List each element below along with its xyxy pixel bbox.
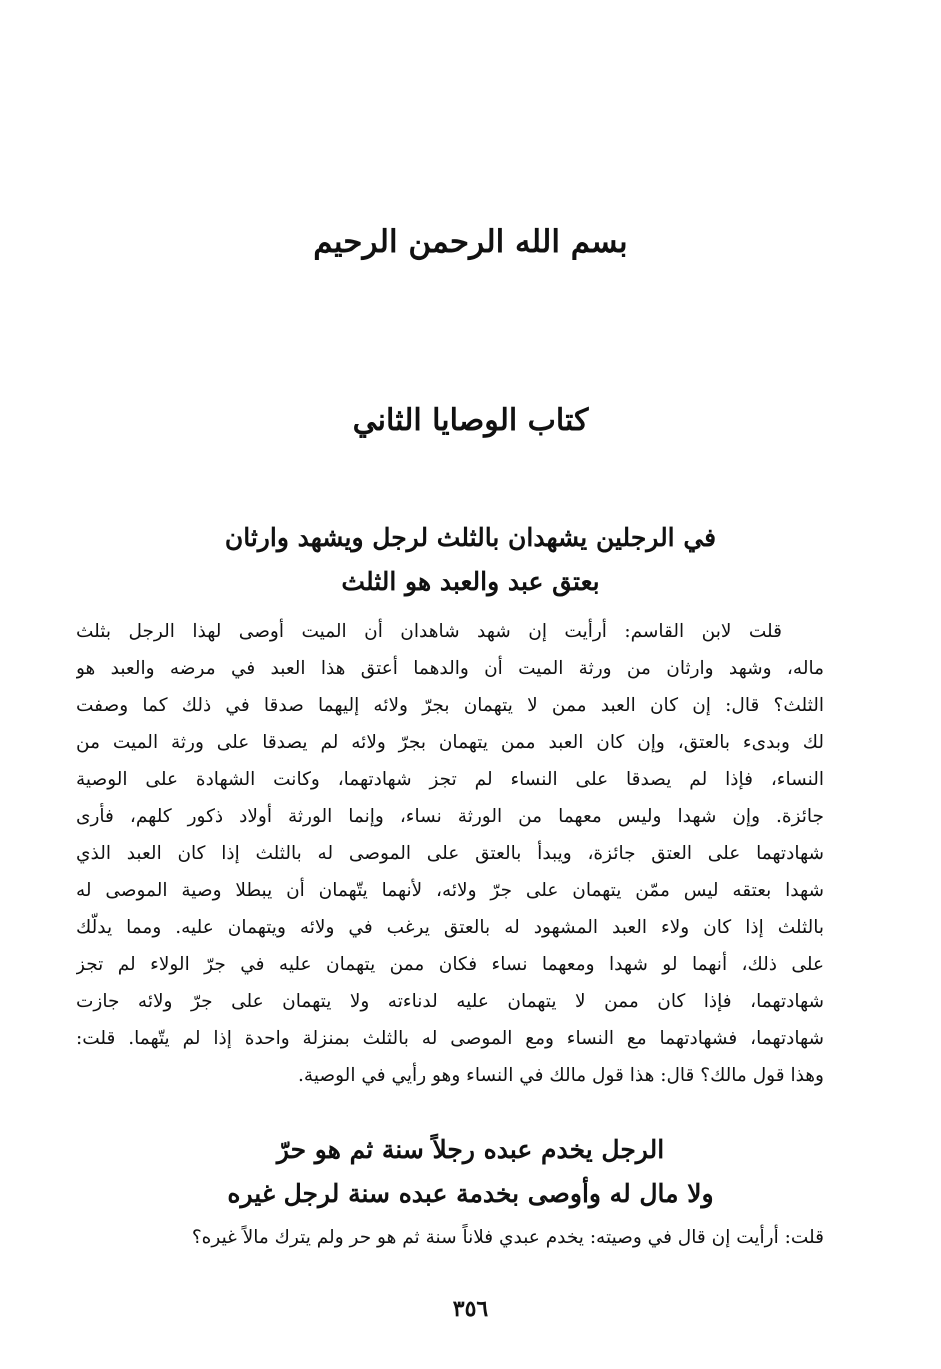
- section-heading-2-line-2: ولا مال له وأوصى بخدمة عبده سنة لرجل غيره: [227, 1179, 714, 1208]
- paragraph-line: على ذلك، أنهما لو شهدا ومعهما نساء فكان ممن يتهمان عليه في جرّ الولاء لم تجز: [76, 954, 824, 975]
- section-heading-2-line-1: الرجل يخدم عبده رجلاً سنة ثم هو حرّ: [276, 1135, 665, 1164]
- paragraph-line: الثلث؟ قال: إن كان العبد ممن لا يتهمان بجرّ ولائه إليهما صدقا في ذلك كما وصفت: [76, 695, 824, 716]
- section-heading-1-line-1: في الرجلين يشهدان بالثلث لرجل ويشهد وارثان: [224, 523, 717, 552]
- section-2-paragraph: قلت: أرأيت إن قال في وصيته: يخدم عبدي فلاناً سنة ثم هو حر ولم يترك مالاً غيره؟: [191, 1227, 824, 1248]
- paragraph-line: قلت لابن القاسم: أرأيت إن شهد شاهدان أن الميت أوصى لهذا الرجل بثلث: [76, 621, 782, 642]
- section-heading-2: [0, 1128, 941, 1216]
- paragraph-line: شهدا بعتقه ليس ممّن يتهمان على جرّ ولائه، لأنهما يتّهمان أن يبطلا وصية الموصى له: [76, 880, 824, 901]
- book-title: كتاب الوصايا الثاني: [352, 403, 589, 438]
- section-heading-1: [0, 516, 941, 604]
- paragraph-line: لك وبدىء بالعتق، وإن كان العبد ممن يتهمان بجرّ ولائه لم يصدقا على ورثة الميت من: [76, 732, 824, 753]
- paragraph-line: النساء، فإذا لم يصدقا على النساء لم تجز شهادتهما، وكانت الشهادة على الوصية: [76, 769, 824, 790]
- paragraph-line: جائزة. وإن شهدا وليس معهما من الورثة نساء، وإنما الورثة أولاد ذكور كلهم، فأرى: [76, 806, 824, 827]
- paragraph-line: بالثلث إذا كان ولاء العبد المشهود له بالعتق يرغب في ولائه ويتهمان عليه. ومما يدلّك: [76, 917, 824, 938]
- paragraph-line: ماله، وشهد وارثان من ورثة الميت أن والدهما أعتق هذا العبد في مرضه والعبد هو: [76, 658, 824, 679]
- paragraph-line: شهادتهما على العتق جائزة، ويبدأ بالعتق على الموصى له بالثلث إذا كان العبد الذي: [76, 843, 824, 864]
- paragraph-line: شهادتهما، فإذا كان ممن لا يتهمان عليه لدناءته ولا يتهمان على جرّ ولائه جازت: [76, 991, 824, 1012]
- basmala: بسم الله الرحمن الرحيم: [313, 224, 628, 260]
- page-number: ٣٥٦: [452, 1296, 489, 1322]
- section-heading-1-line-2: بعتق عبد والعبد هو الثلث: [341, 567, 600, 596]
- section-1-paragraph: [76, 613, 824, 1094]
- paragraph-line: وهذا قول مالك؟ قال: هذا قول مالك في النساء وهو رأيي في الوصية.: [298, 1065, 824, 1086]
- paragraph-line: شهادتهما، فشهادتهما مع النساء ومع الموصى له بالثلث بمنزلة واحدة إذا لم يتّهما. قلت:: [76, 1028, 824, 1049]
